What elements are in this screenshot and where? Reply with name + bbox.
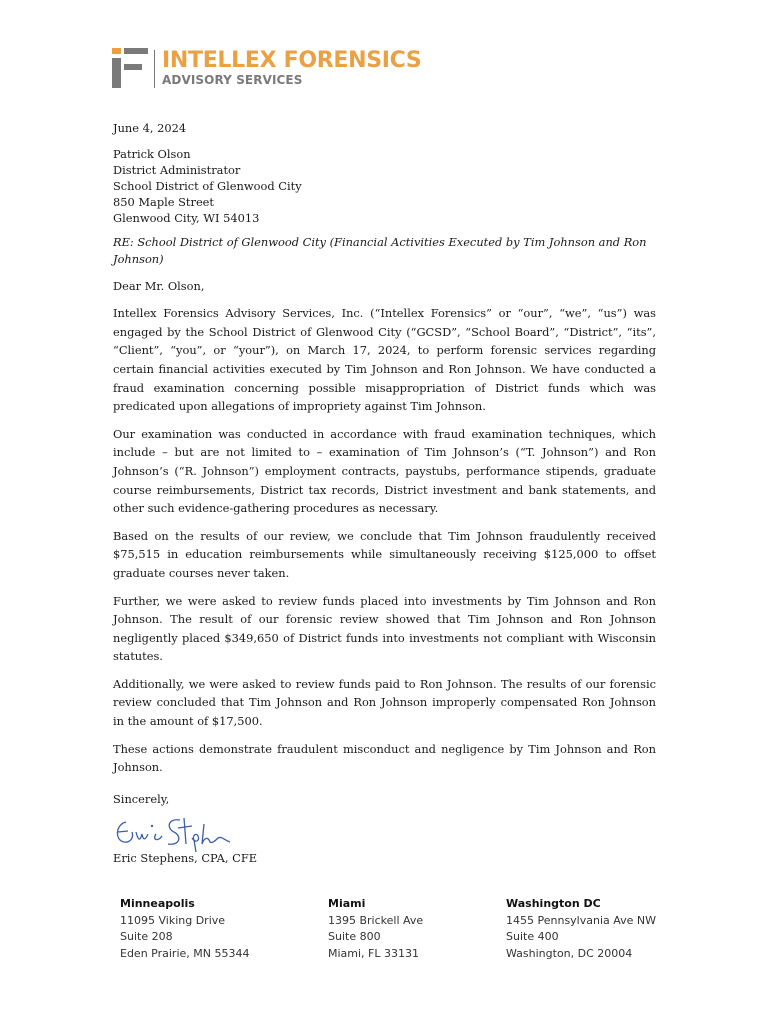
company-name: INTELLEX FORENSICS — [162, 48, 422, 73]
subject-line: RE: School District of Glenwood City (Financial Activities Executed by Tim Johnson and Ron Johnson) — [113, 234, 647, 266]
office-city-state-zip: Eden Prairie, MN 55344 — [120, 946, 250, 960]
office-minneapolis — [120, 896, 249, 962]
intellex-logo-mark-icon — [112, 46, 148, 88]
paragraph-engagement: Intellex Forensics Advisory Services, Inc. (“Intellex Forensics” or “our”, “we”, “us”) was engaged by the School District of Glenwood City (“GCSD”, “School Board”, “District”, “its”, “Client”, “you”, or “your”), on March 17, 2024, to perform forensic services regarding certain financial activities executed by Tim Johnson and Ron Johnson. We have conducted a fraud examination concerning possible misappropriation of District funds which was predicated upon allegations of impropriety against Tim Johnson. — [113, 306, 656, 414]
paragraph-fraud-finding: Based on the results of our review, we conclude that Tim Johnson fraudulently received $75,515 in education reimbursements while simultaneously receiving $125,000 to offset graduate courses never taken. — [113, 528, 656, 580]
recipient-name: Patrick Olson — [113, 146, 191, 161]
office-city-state-zip: Washington, DC 20004 — [506, 946, 633, 960]
office-street: 1455 Pennsylvania Ave NW — [506, 913, 657, 927]
office-footer — [120, 896, 680, 966]
recipient-city: Glenwood City, WI 54013 — [113, 210, 260, 225]
closing: Sincerely, — [113, 791, 170, 806]
company-logo — [112, 46, 432, 90]
paragraph-conclusion: These actions demonstrate fraudulent misconduct and negligence by Tim Johnson and Ron Johnson. — [113, 741, 656, 775]
paragraph-investment-finding: Further, we were asked to review funds placed into investments by Tim Johnson and Ron Johnson. The result of our forensic review showed that Tim Johnson and Ron Johnson negligently placed $349,650 of District funds into investments not compliant with Wisconsin statutes. — [113, 593, 656, 664]
signer-name: Eric Stephens, CPA, CFE — [113, 851, 258, 865]
office-suite: Suite 208 — [120, 930, 173, 943]
letter-body — [113, 119, 656, 808]
paragraph-compensation-finding: Additionally, we were asked to review funds paid to Ron Johnson. The results of our forensic review concluded that Tim Johnson and Ron Johnson improperly compensated Ron Johnson in the amount of $17,500. — [113, 676, 656, 729]
company-subtitle: ADVISORY SERVICES — [162, 73, 303, 87]
logo-divider — [154, 50, 155, 88]
office-city: Miami — [328, 897, 366, 910]
office-city: Washington DC — [506, 897, 601, 910]
office-suite: Suite 400 — [506, 930, 559, 943]
recipient-title: District Administrator — [113, 162, 241, 177]
paragraph-methodology: Our examination was conducted in accordance with fraud examination techniques, which include – but are not limited to – examination of Tim Johnson’s (“T. Johnson”) and Ron Johnson’s (“R. Johnson”) employment contracts, paystubs, performance stipends, graduate course reimbursements, District tax records, District investment and bank statements, and other such evidence-gathering procedures as necessary. — [113, 426, 656, 516]
office-washington-dc — [506, 896, 656, 962]
handwritten-signature — [112, 810, 232, 854]
letter-date: June 4, 2024 — [113, 121, 187, 135]
office-street: 11095 Viking Drive — [120, 913, 226, 927]
recipient-address — [113, 146, 656, 226]
office-street: 1395 Brickell Ave — [328, 913, 424, 927]
office-city: Minneapolis — [120, 897, 195, 910]
office-city-state-zip: Miami, FL 33131 — [328, 946, 419, 960]
recipient-organization: School District of Glenwood City — [113, 178, 302, 193]
office-suite: Suite 800 — [328, 930, 381, 943]
office-miami — [328, 896, 423, 962]
salutation: Dear Mr. Olson, — [113, 278, 205, 293]
recipient-street: 850 Maple Street — [113, 194, 214, 209]
